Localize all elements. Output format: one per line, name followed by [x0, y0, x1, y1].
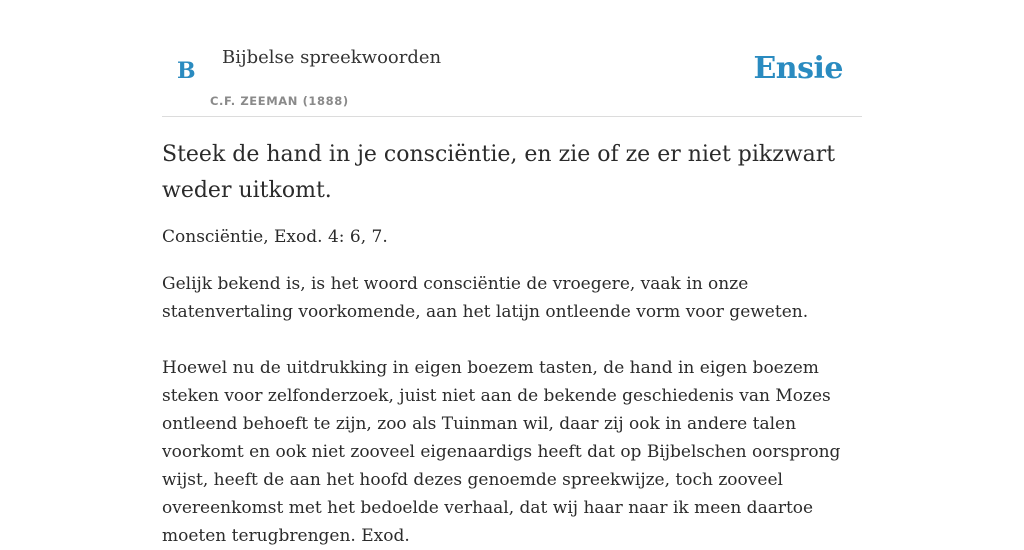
book-title[interactable]: Bijbelse spreekwoorden [222, 47, 442, 68]
article [162, 137, 867, 550]
article-paragraph: Hoewel nu de uitdrukking in eigen boezem tasten, de hand in eigen boezem steken voor zelfonderzoek, juist niet aan de bekende geschiedenis van Mozes ontleend behoeft te zijn, zoo als Tuinman wil, daar zij ook in andere talen voorkomt en ook niet zooveel eigenaardigs heeft dat op Bijbelschen oorsprong wijst, heeft de aan het hoofd dezes genoemde spreekwijze, toch zooveel overeenkomst met het bedoelde verhaal, dat wij haar naar ik meen daartoe moeten terugbrengen. Exod. [162, 358, 841, 546]
article-paragraph: Gelijk bekend is, is het woord consciëntie de vroegere, vaak in onze statenvertaling voorkomende, aan het latijn ontleende vorm voor geweten. [162, 274, 809, 322]
book-author: C.F. ZEEMAN (1888) [210, 94, 349, 108]
site-logo[interactable]: Ensie [753, 51, 843, 86]
article-headline: Steek de hand in je consciëntie, en zie of ze er niet pikzwart weder uitkomt. [162, 142, 836, 203]
book-badge[interactable]: B [177, 58, 196, 84]
article-reference: Consciëntie, Exod. 4: 6, 7. [162, 227, 388, 247]
header [162, 0, 862, 117]
